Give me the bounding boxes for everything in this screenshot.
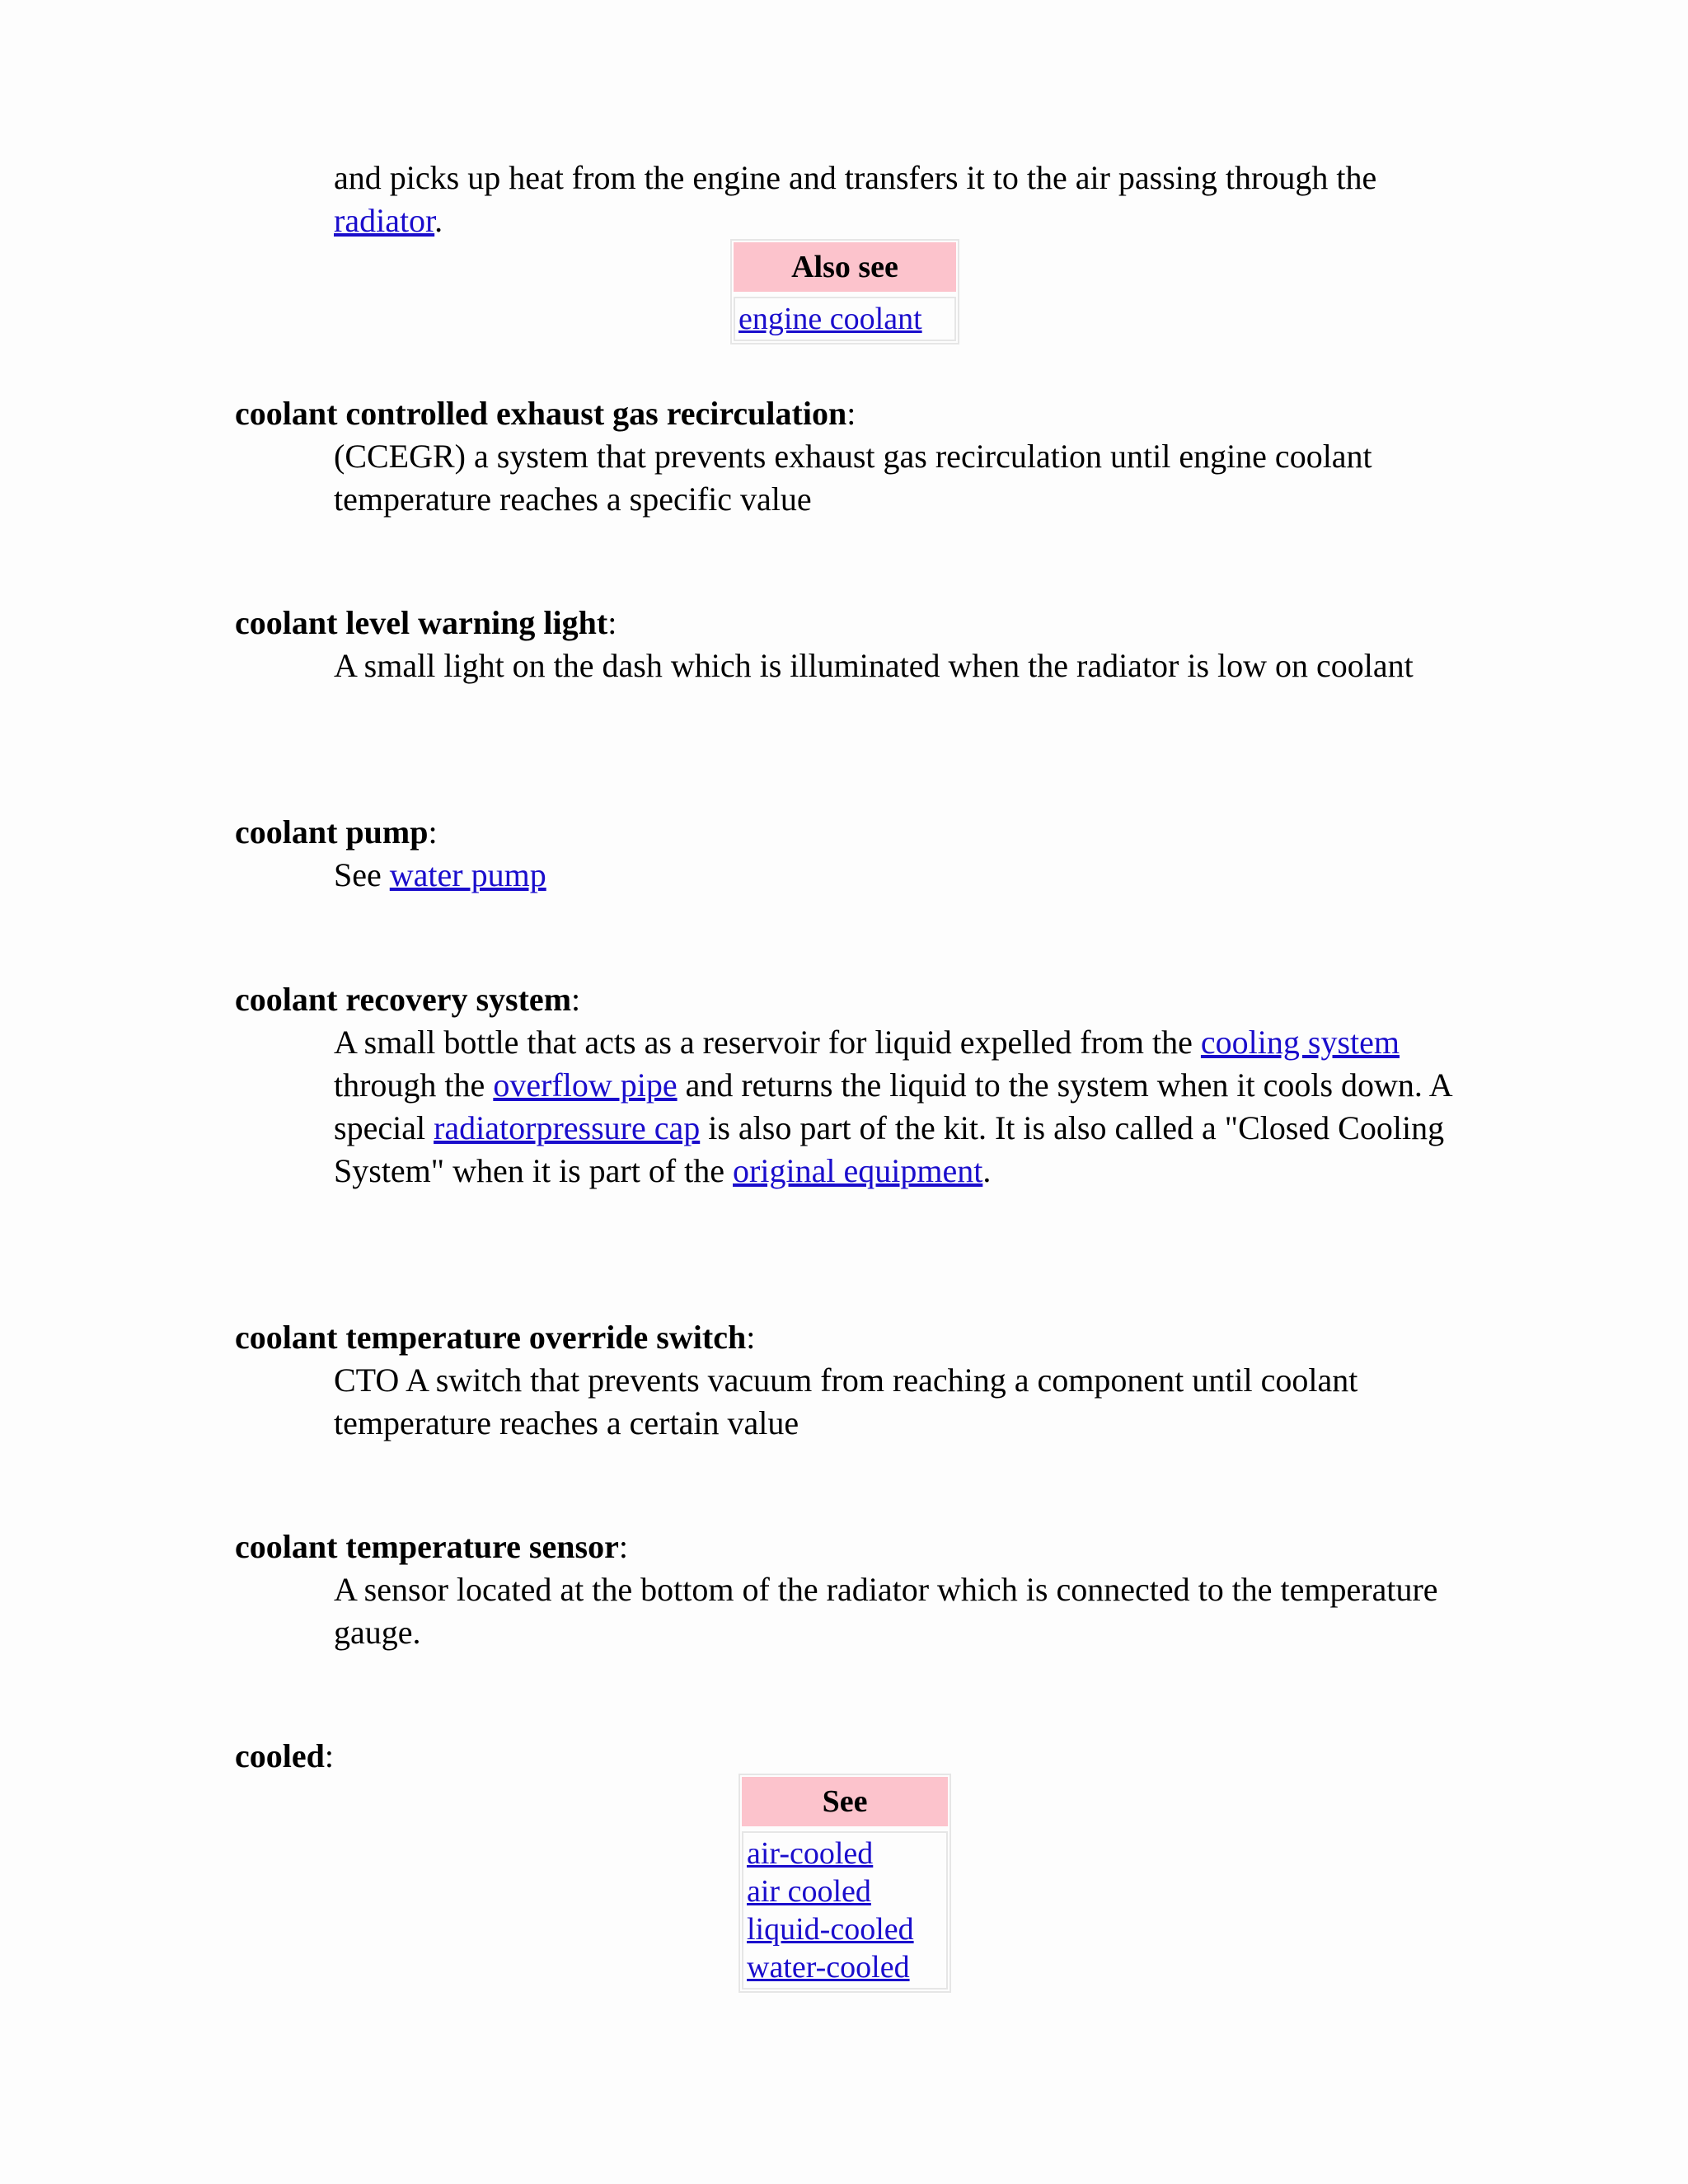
- term-text: coolant temperature override switch: [235, 1319, 747, 1356]
- link-original-equipment[interactable]: original equipment: [733, 1152, 983, 1189]
- term-heading: coolant temperature sensor:: [235, 1528, 628, 1565]
- definition-text: A sensor located at the bottom of the radiator which is connected to the temperature gauge.: [334, 1571, 1438, 1651]
- term-heading: coolant temperature override switch:: [235, 1319, 756, 1356]
- term-text: coolant level warning light: [235, 604, 608, 641]
- see-links: [742, 1831, 948, 1990]
- definition-text: .: [434, 202, 443, 239]
- entry-coolant-recovery-system: [235, 978, 1471, 1193]
- term-heading: coolant pump:: [235, 813, 438, 851]
- term-text: coolant controlled exhaust gas recirculation: [235, 395, 847, 432]
- definition: [334, 644, 1471, 687]
- entry-cooled: [235, 1735, 1471, 1778]
- definition-text: and picks up heat from the engine and transfers it to the air passing through the: [334, 159, 1377, 196]
- term-heading: coolant recovery system:: [235, 981, 581, 1018]
- see-box: [738, 1774, 951, 1993]
- definition-text: (CCEGR) a system that prevents exhaust gas recirculation until engine coolant temperature reaches a specific value: [334, 438, 1372, 518]
- link-water-pump[interactable]: water pump: [389, 856, 546, 893]
- link-radiator-pressure-cap[interactable]: radiatorpressure cap: [434, 1109, 701, 1146]
- entry-coolant-temperature-sensor: [235, 1526, 1471, 1654]
- entry-coolant-temperature-override-switch: [235, 1316, 1471, 1445]
- link-air-cooled-hyphen[interactable]: air-cooled: [747, 1836, 874, 1871]
- entry-coolant-level-warning-light: [235, 602, 1471, 687]
- link-air-cooled[interactable]: air cooled: [747, 1874, 871, 1909]
- term-text: coolant recovery system: [235, 981, 572, 1018]
- definition: [334, 157, 1471, 242]
- also-see-links: [734, 297, 956, 341]
- definition: [334, 854, 1471, 897]
- term-text: cooled: [235, 1737, 325, 1774]
- link-engine-coolant[interactable]: engine coolant: [738, 302, 922, 336]
- also-see-box: [730, 239, 959, 344]
- definition: [334, 435, 1471, 521]
- definition-text: is also part of the kit. It is also called a "Closed Cooling System" when it is part of the: [334, 1109, 1445, 1189]
- definition-text: through the: [334, 1066, 494, 1104]
- definition-text: A small light on the dash which is illuminated when the radiator is low on coolant: [334, 647, 1414, 684]
- also-see-header: Also see: [734, 242, 956, 292]
- definition: [334, 1359, 1471, 1445]
- term-text: coolant pump: [235, 813, 429, 851]
- definition-text: A small bottle that acts as a reservoir for liquid expelled from the: [334, 1024, 1201, 1061]
- term-heading: coolant controlled exhaust gas recirculation:: [235, 395, 856, 432]
- definition-text: CTO A switch that prevents vacuum from reaching a component until coolant temperature reaches a certain value: [334, 1361, 1358, 1441]
- definition-text: .: [982, 1152, 992, 1189]
- term-heading: coolant level warning light:: [235, 604, 617, 641]
- link-overflow-pipe[interactable]: overflow pipe: [493, 1066, 678, 1104]
- link-water-cooled[interactable]: water-cooled: [747, 1950, 910, 1985]
- term-text: coolant temperature sensor: [235, 1528, 619, 1565]
- entry-ccegr: [235, 392, 1471, 521]
- definition: [334, 1568, 1471, 1654]
- definition-text: and returns the liquid to the system when it cools down. A special: [334, 1066, 1451, 1146]
- entry-coolant-continued: [235, 157, 1471, 242]
- link-liquid-cooled[interactable]: liquid-cooled: [747, 1912, 914, 1947]
- definition-text: See: [334, 856, 390, 893]
- see-header: See: [742, 1777, 948, 1826]
- link-cooling-system[interactable]: cooling system: [1200, 1024, 1400, 1061]
- term-heading: cooled:: [235, 1737, 334, 1774]
- definition: [334, 1021, 1471, 1193]
- entry-coolant-pump: [235, 811, 1471, 897]
- link-radiator[interactable]: radiator: [334, 202, 435, 239]
